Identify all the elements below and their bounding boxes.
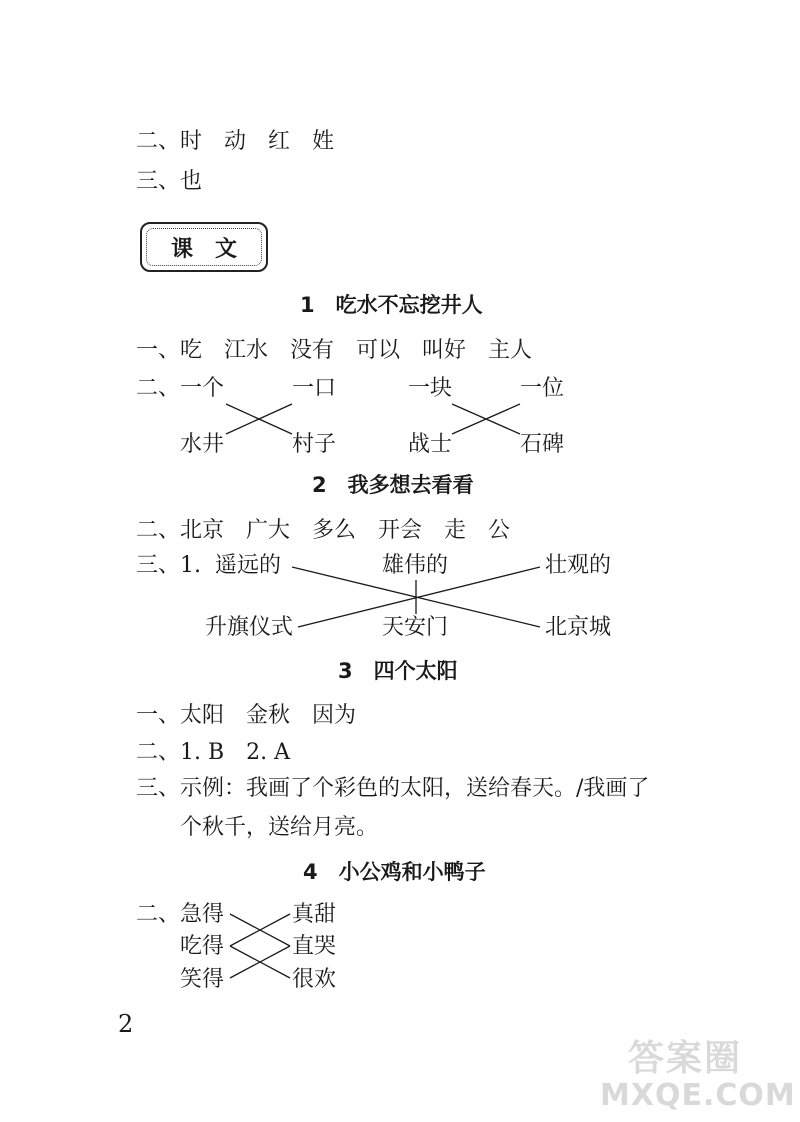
lesson3-q3-line1: 三、示例：我画了个彩色的太阳，送给春天。/我画了 [136,776,650,801]
lesson2-bottom-word: 升旗仪式 [205,615,294,640]
lesson3-q3-line2: 个秋千，送给月亮。 [180,815,379,840]
lesson1-connector [226,404,292,434]
section-label-box [140,222,268,272]
lesson1-bottom-word: 石碑 [520,432,565,457]
lesson4-left-word: 笑得 [180,967,225,992]
watermark-url: MXQE.COM [600,1078,796,1113]
lesson1-connector [452,404,520,434]
lesson3-title: 3 四个太阳 [338,659,458,683]
lesson1-bottom-word: 战士 [408,432,453,457]
lesson1-q2-prefix: 二、 [136,376,181,401]
lesson1-bottom-word: 水井 [180,432,225,457]
watermark [600,1030,796,1113]
lesson1-title: 1 吃水不忘挖井人 [300,293,483,317]
lesson1-top-word: 一位 [520,376,565,401]
lesson2-bottom-word: 天安门 [382,615,449,640]
lesson3-q1: 一、太阳 金秋 因为 [136,703,357,728]
lesson2-title: 2 我多想去看看 [312,473,474,497]
lesson1-q1: 一、吃 江水 没有 可以 叫好 主人 [136,338,533,363]
lesson4-right-word: 真甜 [292,902,337,927]
lesson4-connector [230,946,290,978]
lesson1-bottom-word: 村子 [292,432,337,457]
lesson1-top-word: 一个 [180,376,225,401]
answer-line-san: 三、也 [136,169,203,194]
lesson4-connector [230,914,290,946]
lesson2-q3-prefix: 三、1. [136,553,201,578]
lesson2-top-word: 遥远的 [215,553,282,578]
lesson2-top-word: 雄伟的 [382,553,449,578]
lesson3-q2: 二、1. B 2. A [136,740,291,765]
lesson4-title: 4 小公鸡和小鸭子 [303,860,486,884]
section-title: 课文 [170,237,259,262]
lesson1-connector [226,404,292,434]
lesson4-right-word: 很欢 [292,967,337,992]
lesson4-connector [230,914,290,946]
lesson4-right-word: 直哭 [292,934,337,959]
lesson4-left-word: 急得 [180,902,225,927]
lesson2-bottom-word: 北京城 [545,615,612,640]
lesson2-top-word: 壮观的 [545,553,612,578]
lesson1-top-word: 一口 [292,376,337,401]
page-number: 2 [118,1010,134,1038]
lesson2-q2: 二、北京 广大 多么 开会 走 公 [136,518,511,543]
lesson4-q2-prefix: 二、 [136,902,181,927]
answer-line-er: 二、时 动 红 姓 [136,129,335,154]
lesson1-top-word: 一块 [408,376,453,401]
watermark-logo: 答案圈 [628,1038,743,1079]
lesson4-left-word: 吃得 [180,934,225,959]
lesson4-connector [230,946,290,978]
lesson1-connector [452,404,520,434]
